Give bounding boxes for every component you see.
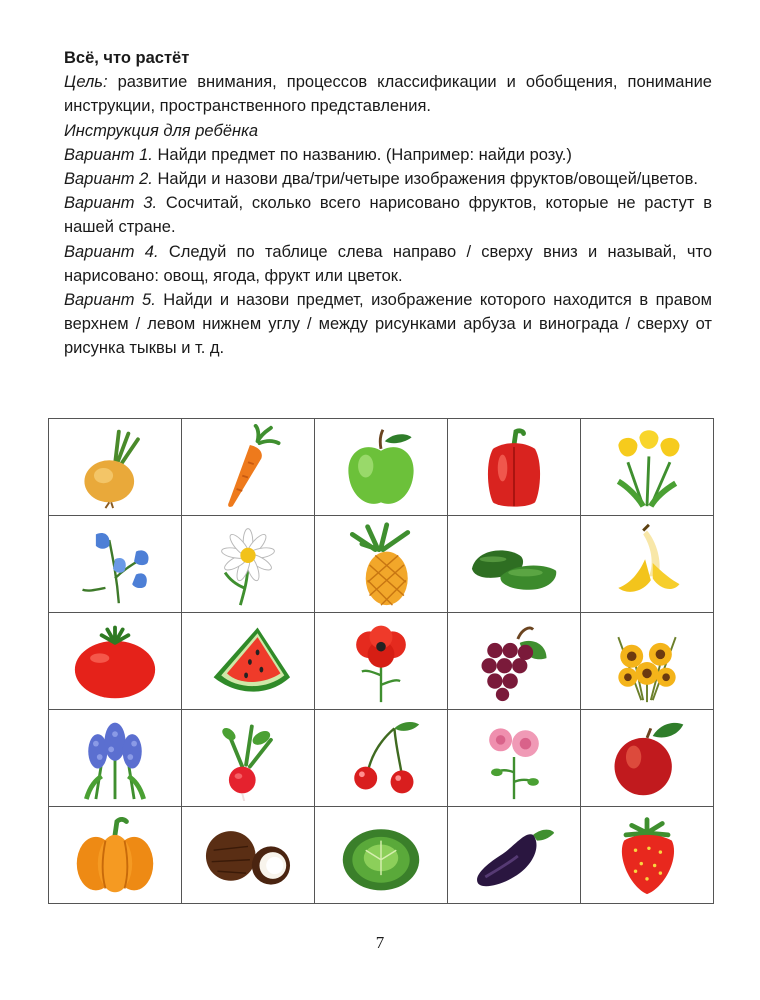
- grid-row: [49, 807, 714, 904]
- variant-1: [64, 143, 712, 167]
- variant-label: Вариант 2.: [64, 170, 153, 189]
- cucumber-icon: [466, 521, 562, 607]
- instruction-text: [64, 46, 712, 361]
- grid-cell: [182, 613, 315, 710]
- goal-paragraph: [64, 70, 712, 118]
- cabbage-icon: [333, 812, 429, 898]
- grid-cell: [448, 419, 581, 516]
- grid-cell: [182, 516, 315, 613]
- plum-icon: [599, 715, 695, 801]
- grid-cell: [581, 807, 714, 904]
- grid-cell: [315, 807, 448, 904]
- grid-cell: [581, 613, 714, 710]
- grapes-icon: [466, 618, 562, 704]
- poppy-icon: [333, 618, 429, 704]
- page-title: Всё, что растёт: [64, 49, 190, 67]
- banana-icon: [599, 521, 695, 607]
- grid-cell: [49, 710, 182, 807]
- bluebell-icon: [67, 521, 163, 607]
- variant-text: Найди и назови предмет, изображение которого находится в правом верхнем / левом нижнем углу / между рисунками арбуза и винограда / сверху от рисунка тыквы и т. д.: [64, 291, 712, 358]
- variant-label: Вариант 1.: [64, 145, 153, 164]
- tulips-icon: [599, 424, 695, 510]
- variant-text: Следуй по таблице слева направо / сверху вниз и называй, что нарисовано: овощ, ягода, фрукт или цветок.: [64, 242, 712, 285]
- variant-3: [64, 191, 712, 239]
- variant-label: Вариант 3.: [64, 194, 158, 213]
- grid-cell: [581, 710, 714, 807]
- strawberry-icon: [599, 812, 695, 898]
- goal-text: развитие внимания, процессов классификации и обобщения, понимание инструкции, пространственного представления.: [64, 73, 712, 116]
- grid-row: [49, 710, 714, 807]
- grid-cell: [581, 516, 714, 613]
- hyacinth-icon: [67, 715, 163, 801]
- grid-row: [49, 516, 714, 613]
- onion-icon: [67, 424, 163, 510]
- page-number: 7: [375, 933, 385, 952]
- watermelon-icon: [200, 618, 296, 704]
- goal-label: Цель:: [64, 73, 108, 92]
- grid-cell: [49, 613, 182, 710]
- tomato-icon: [67, 618, 163, 704]
- grid-cell: [315, 613, 448, 710]
- grid-cell: [448, 613, 581, 710]
- grid-cell: [448, 516, 581, 613]
- carrot-icon: [200, 424, 296, 510]
- grid-cell: [49, 419, 182, 516]
- bell-pepper-icon: [466, 424, 562, 510]
- variant-text: Найди и назови два/три/четыре изображения фруктов/овощей/цветов.: [152, 170, 698, 189]
- daisy-icon: [200, 521, 296, 607]
- grid-cell: [448, 807, 581, 904]
- apple-icon: [333, 424, 429, 510]
- variant-4: [64, 240, 712, 288]
- instruction-heading: Инструкция для ребёнка: [64, 121, 259, 140]
- picture-grid: [48, 418, 714, 904]
- pumpkin-icon: [67, 812, 163, 898]
- grid-cell: [49, 807, 182, 904]
- radish-icon: [200, 715, 296, 801]
- eggplant-icon: [466, 812, 562, 898]
- grid-row: [49, 613, 714, 710]
- variant-label: Вариант 5.: [64, 291, 156, 310]
- variant-text: Найди предмет по названию. (Например: найди розу.): [152, 145, 572, 164]
- grid-cell: [182, 419, 315, 516]
- grid-cell: [182, 710, 315, 807]
- grid-cell: [448, 710, 581, 807]
- grid-row: [49, 419, 714, 516]
- rose-icon: [466, 715, 562, 801]
- grid-cell: [315, 516, 448, 613]
- variant-text: Сосчитай, сколько всего нарисовано фруктов, которые не растут в нашей стране.: [64, 194, 712, 237]
- sunflowers-icon: [599, 618, 695, 704]
- grid-cell: [315, 419, 448, 516]
- grid-cell: [182, 807, 315, 904]
- pineapple-icon: [333, 521, 429, 607]
- cherry-icon: [333, 715, 429, 801]
- variant-5: [64, 288, 712, 361]
- grid-cell: [315, 710, 448, 807]
- grid-cell: [49, 516, 182, 613]
- variant-label: Вариант 4.: [64, 242, 159, 261]
- grid-cell: [581, 419, 714, 516]
- coconut-icon: [200, 812, 296, 898]
- variant-2: [64, 167, 712, 191]
